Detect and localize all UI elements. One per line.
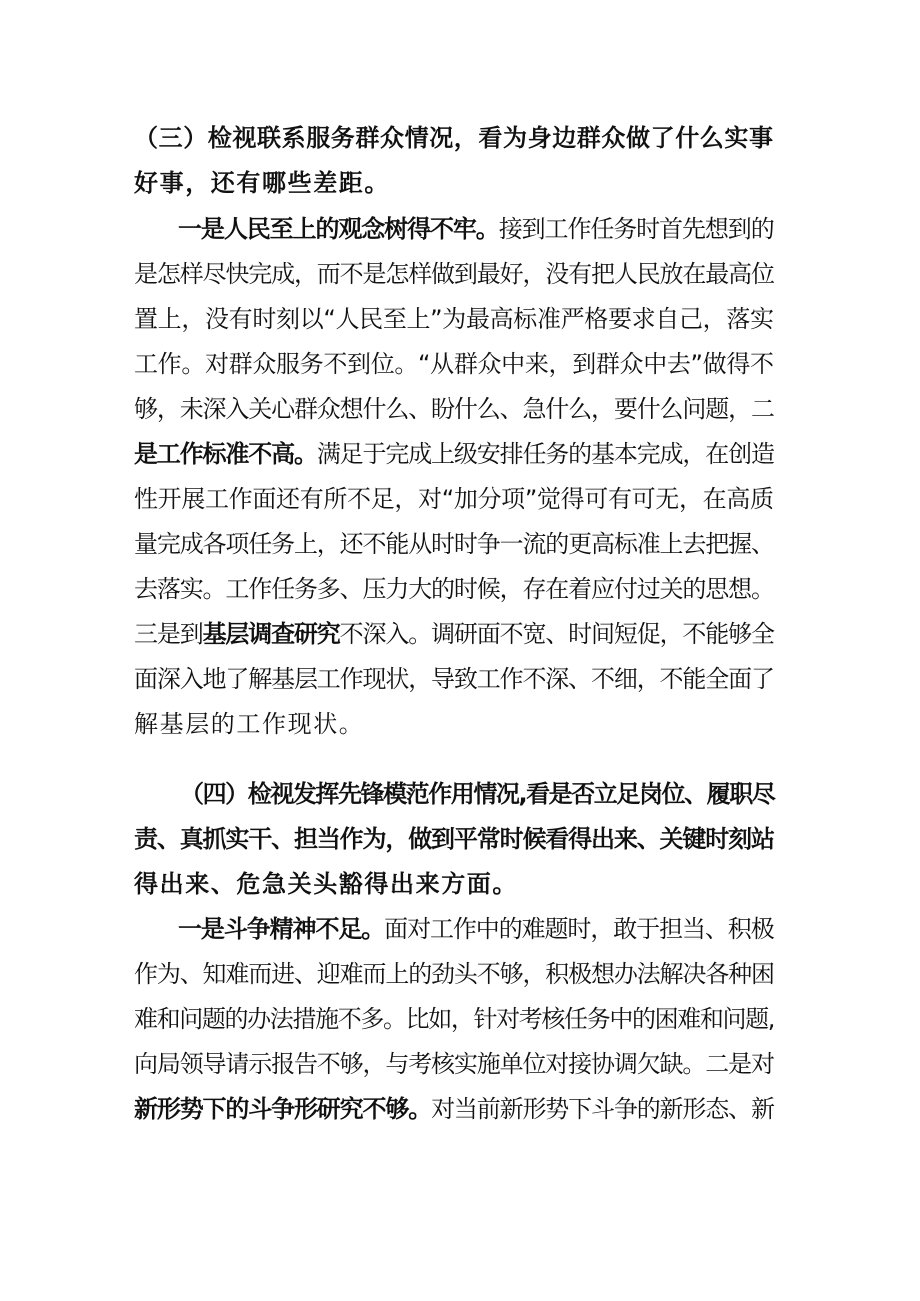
text-line: [180, 778, 774, 810]
text-line: [134, 438, 774, 470]
text-segment: 置上，没有时刻以“人民至上”为最高标准严格要求自己，落实: [134, 305, 774, 333]
bold-text-segment: 好事，还有哪些差距。: [134, 169, 390, 197]
text-line: [134, 303, 774, 335]
bold-text-segment: （四）检视发挥先锋模范作用情况,看是否立足岗位、履职尽: [180, 780, 775, 808]
bold-text-segment: 一是斗争精神不足。: [178, 915, 385, 943]
bold-text-segment: 一是人民至上的观念树得不牢。: [178, 215, 499, 243]
bold-text-segment: 新形势下的斗争形研究不够。: [134, 1095, 432, 1123]
text-segment: 工作。对群众服务不到位。“从群众中来，到群众中去”做得不: [134, 350, 774, 378]
text-segment: 面深入地了解基层工作现状，导致工作不深、不细，不能全面了: [134, 665, 774, 693]
text-line: [134, 573, 774, 605]
text-segment: 面对工作中的难题时，敢于担当、积极: [384, 915, 774, 943]
bold-text-segment: 责、真抓实干、担当作为，做到平常时候看得出来、关键时刻站: [134, 825, 774, 853]
text-segment: 去落实。工作任务多、压力大的时候，存在着应付过关的思想。: [134, 575, 774, 603]
text-line: [134, 823, 774, 855]
text-line: [134, 122, 774, 154]
text-segment: 向局领导请示报告不够，与考核实施单位对接协调欠缺。二是对: [134, 1050, 774, 1078]
bold-text-segment: 基层调查研究: [202, 620, 340, 648]
bold-text-segment: （三）检视联系服务群众情况，看为身边群众做了什么实事: [134, 124, 774, 152]
text-line: [134, 708, 364, 740]
text-line: [134, 348, 774, 380]
text-line: [134, 868, 518, 900]
text-line: [134, 483, 774, 515]
text-segment: 难和问题的办法措施不多。比如，针对考核任务中的困难和问题,: [134, 1005, 775, 1033]
text-line: [134, 618, 774, 650]
text-segment: 是怎样尽快完成，而不是怎样做到最好，没有把人民放在最高位: [134, 260, 774, 288]
text-line: [134, 1003, 774, 1035]
text-segment: 接到工作任务时首先想到的: [498, 215, 774, 243]
bold-text-segment: 得出来、危急关头豁得出来方面。: [134, 870, 518, 898]
text-segment: 满足于完成上级安排任务的基本完成，在创造: [316, 440, 774, 468]
text-segment: 性开展工作面还有所不足，对“加分项”觉得可有可无，在高质: [134, 485, 774, 513]
text-segment: 对当前新形势下斗争的新形态、新: [431, 1095, 774, 1123]
text-segment: 够，未深入关心群众想什么、盼什么、急什么，要什么问题，二: [134, 395, 774, 423]
text-segment: 三是到: [134, 620, 203, 648]
text-line: [178, 913, 774, 945]
text-line: [134, 958, 774, 990]
text-line: [134, 393, 774, 425]
text-line: [134, 167, 390, 199]
text-segment: 不深入。调研面不宽、时间短促，不能够全: [339, 620, 774, 648]
text-segment: 作为、知难而进、迎难而上的劲头不够，积极想办法解决各种困: [134, 960, 774, 988]
bold-text-segment: 是工作标准不高。: [134, 440, 317, 468]
text-line: [134, 1048, 774, 1080]
text-segment: 解基层的工作现状。: [134, 710, 365, 738]
text-line: [134, 1093, 774, 1125]
text-line: [178, 213, 774, 245]
text-line: [134, 258, 774, 290]
text-line: [134, 528, 774, 560]
text-line: [134, 663, 774, 695]
text-segment: 量完成各项任务上，还不能从时时争一流的更高标准上去把握、: [134, 530, 774, 558]
